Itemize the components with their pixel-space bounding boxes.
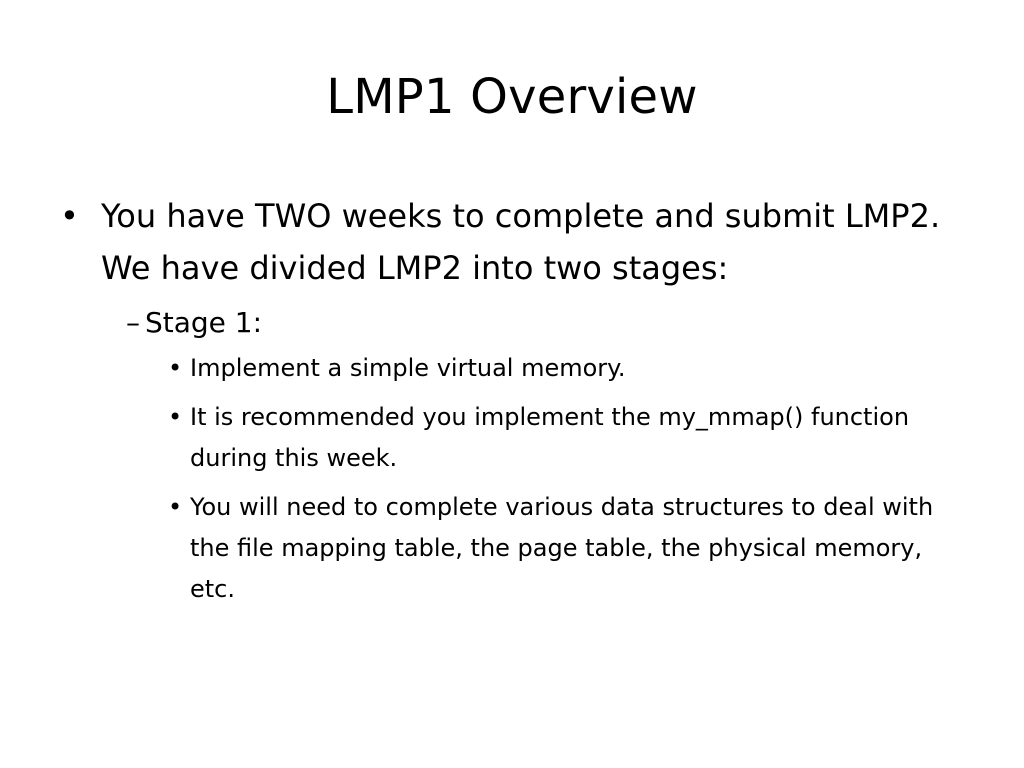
sub-sub-bullet-text: Implement a simple virtual memory. [190,354,626,382]
sub-sub-bullet-text: It is recommended you implement the my_mmap() function during this week. [190,403,910,472]
bullet-icon: • [168,403,183,431]
sub-sub-bullet-item [168,487,940,610]
sub-bullet-text: Stage 1: [145,306,263,339]
sub-sub-bullet-item [168,397,940,479]
bullet-text: You have TWO weeks to complete and submit LMP2. We have divided LMP2 into two stages: [101,197,941,287]
dash-icon: – [126,306,140,339]
sub-bullet-item [126,300,980,346]
sub-sub-bullet-item [168,348,940,389]
bullet-icon: • [60,197,79,235]
sub-sub-bullet-text: You will need to complete various data structures to deal with the file mapping table, the page table, the physical memory, etc. [190,493,934,603]
slide-title: LMP1 Overview [326,69,698,125]
slide-content [60,190,980,618]
bullet-item [60,190,961,294]
bullet-icon: • [168,354,183,382]
bullet-icon: • [168,493,183,521]
